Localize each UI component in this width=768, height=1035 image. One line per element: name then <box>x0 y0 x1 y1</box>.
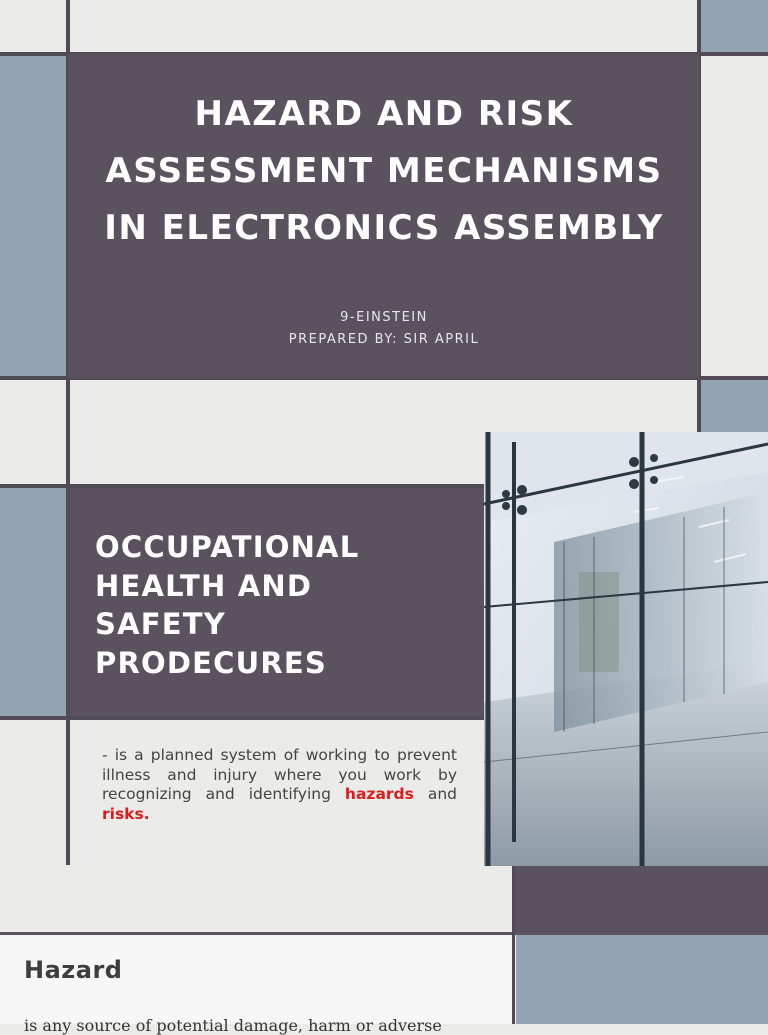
keyword-hazards: hazards <box>344 785 414 803</box>
section-name: 9-EINSTEIN <box>340 310 428 325</box>
ohs-definition <box>102 746 457 824</box>
ohs-title-line: OCCUPATIONAL <box>95 530 360 564</box>
grid-top-center <box>70 0 697 52</box>
grid-s2-left-blue <box>0 488 66 716</box>
presentation-title-line: ASSESSMENT MECHANISMS <box>105 151 663 191</box>
grid-line <box>0 716 484 720</box>
grid-line <box>512 866 515 1024</box>
grid-bottom-left <box>0 380 66 432</box>
ohs-title <box>95 528 475 682</box>
grid-top-right-blue <box>701 0 768 52</box>
presentation-title-line: IN ELECTRONICS ASSEMBLY <box>104 208 664 248</box>
grid-s2-top-center <box>70 432 484 484</box>
presentation-title-line: HAZARD AND RISK <box>194 94 574 134</box>
grid-right-light <box>701 56 768 376</box>
ohs-title-line: SAFETY <box>95 607 226 641</box>
hazard-heading: Hazard <box>24 956 123 984</box>
prepared-by: PREPARED BY: SIR APRIL <box>288 332 480 347</box>
ohs-title-line: HEALTH AND <box>95 568 313 603</box>
grid-bottom-center <box>70 380 697 432</box>
decor-blue-block <box>516 935 768 1024</box>
ohs-title-line: PRODECURES <box>95 645 327 680</box>
presentation-title <box>68 86 700 257</box>
ohs-definition-and: and <box>413 785 457 803</box>
grid-s2-top-left <box>0 432 66 484</box>
ohs-definition-text: - is a planned system of working to prevent illness and injury where you work by recognizing and identifying <box>102 746 457 803</box>
grid-s2-bottom-left <box>0 720 66 865</box>
hazard-definition: is any source of potential damage, harm or adverse <box>24 1016 442 1035</box>
keyword-risks: risks. <box>102 804 150 823</box>
decor-dark-block <box>514 866 768 932</box>
grid-left-blue <box>0 56 66 376</box>
grid-top-left <box>0 0 66 52</box>
glass-building-photo <box>484 432 768 866</box>
grid-bottom-right-blue <box>701 380 768 432</box>
